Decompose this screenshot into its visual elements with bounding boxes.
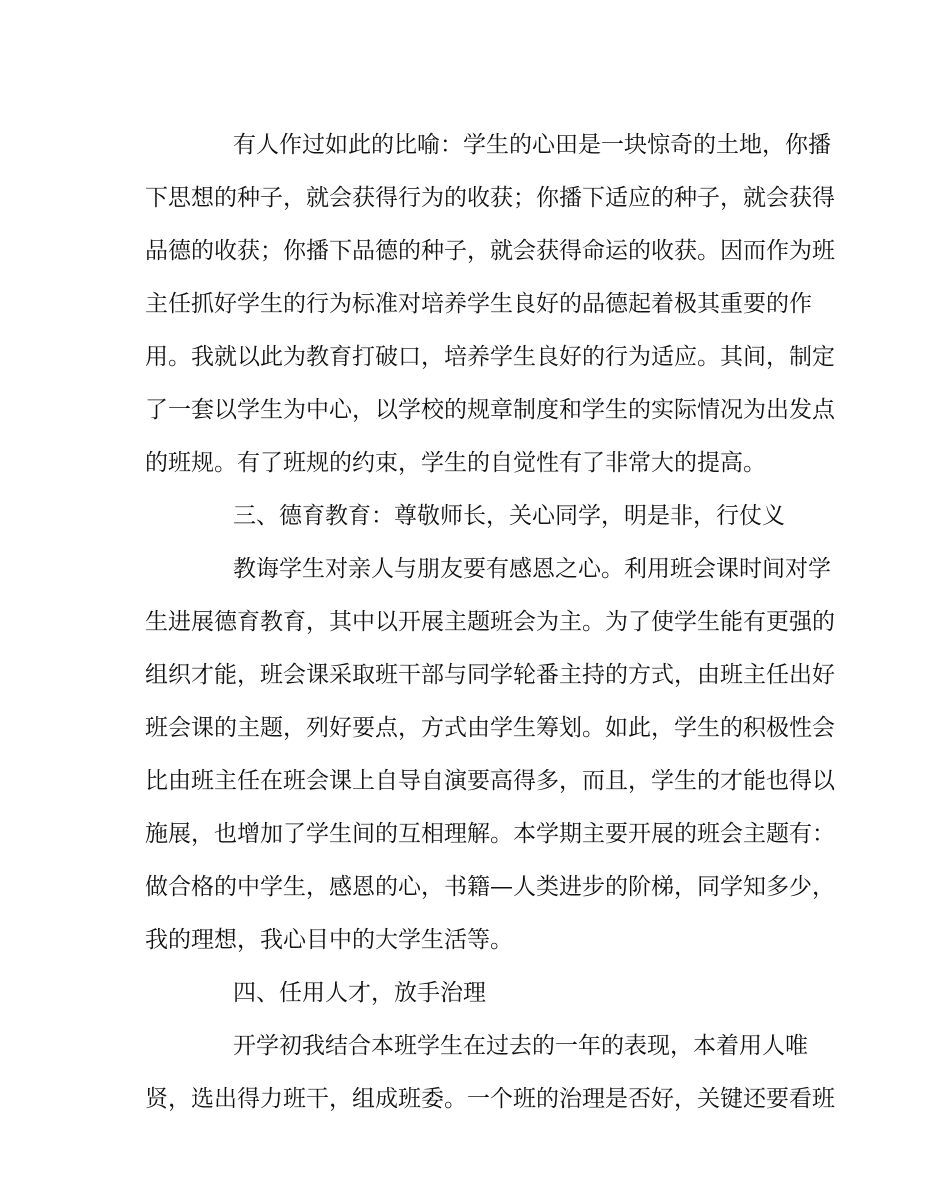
paragraph-1-line-7: 的班规。有了班规的约束，学生的自觉性有了非常大的提高。 (145, 450, 766, 476)
paragraph-3-line-7: 做合格的中学生，感恩的心，书籍—人类进步的阶梯，同学知多少， (145, 874, 835, 900)
paragraph-3-line-4: 班会课的主题，列好要点，方式由学生筹划。如此，学生的积极性会 (145, 715, 835, 741)
paragraph-1-line-5: 用。我就以此为教育打破口，培养学生良好的行为适应。其间，制定 (145, 344, 835, 370)
paragraph-5-line-1: 开学初我结合本班学生在过去的一年的表现，本着用人唯 (233, 1033, 808, 1059)
section-heading-4: 四、任用人才，放手治理 (233, 980, 486, 1006)
paragraph-1-line-6: 了一套以学生为中心，以学校的规章制度和学生的实际情况为出发点 (145, 397, 835, 423)
paragraph-1-line-1: 有人作过如此的比喻：学生的心田是一块惊奇的土地，你播 (233, 132, 831, 158)
paragraph-5-line-2: 贤，选出得力班干，组成班委。一个班的治理是否好，关键还要看班 (145, 1086, 835, 1112)
paragraph-3-line-6: 施展，也增加了学生间的互相理解。本学期主要开展的班会主题有： (145, 821, 835, 847)
paragraph-3-line-5: 比由班主任在班会课上自导自演要高得多，而且，学生的才能也得以 (145, 768, 835, 794)
paragraph-1-line-3: 品德的收获；你播下品德的种子，就会获得命运的收获。因而作为班 (145, 238, 835, 264)
paragraph-3-line-2: 生进展德育教育，其中以开展主题班会为主。为了使学生能有更强的 (145, 609, 835, 635)
paragraph-3-line-3: 组织才能，班会课采取班干部与同学轮番主持的方式，由班主任出好 (145, 662, 835, 688)
paragraph-1-line-4: 主任抓好学生的行为标准对培养学生良好的品德起着极其重要的作 (145, 291, 812, 317)
paragraph-3-line-1: 教诲学生对亲人与朋友要有感恩之心。利用班会课时间对学 (233, 556, 831, 582)
paragraph-1-line-2: 下思想的种子，就会获得行为的收获；你播下适应的种子，就会获得 (145, 185, 835, 211)
section-heading-3: 三、德育教育：尊敬师长，关心同学，明是非，行仗义 (233, 503, 785, 529)
paragraph-3-line-8: 我的理想，我心目中的大学生活等。 (145, 927, 513, 953)
